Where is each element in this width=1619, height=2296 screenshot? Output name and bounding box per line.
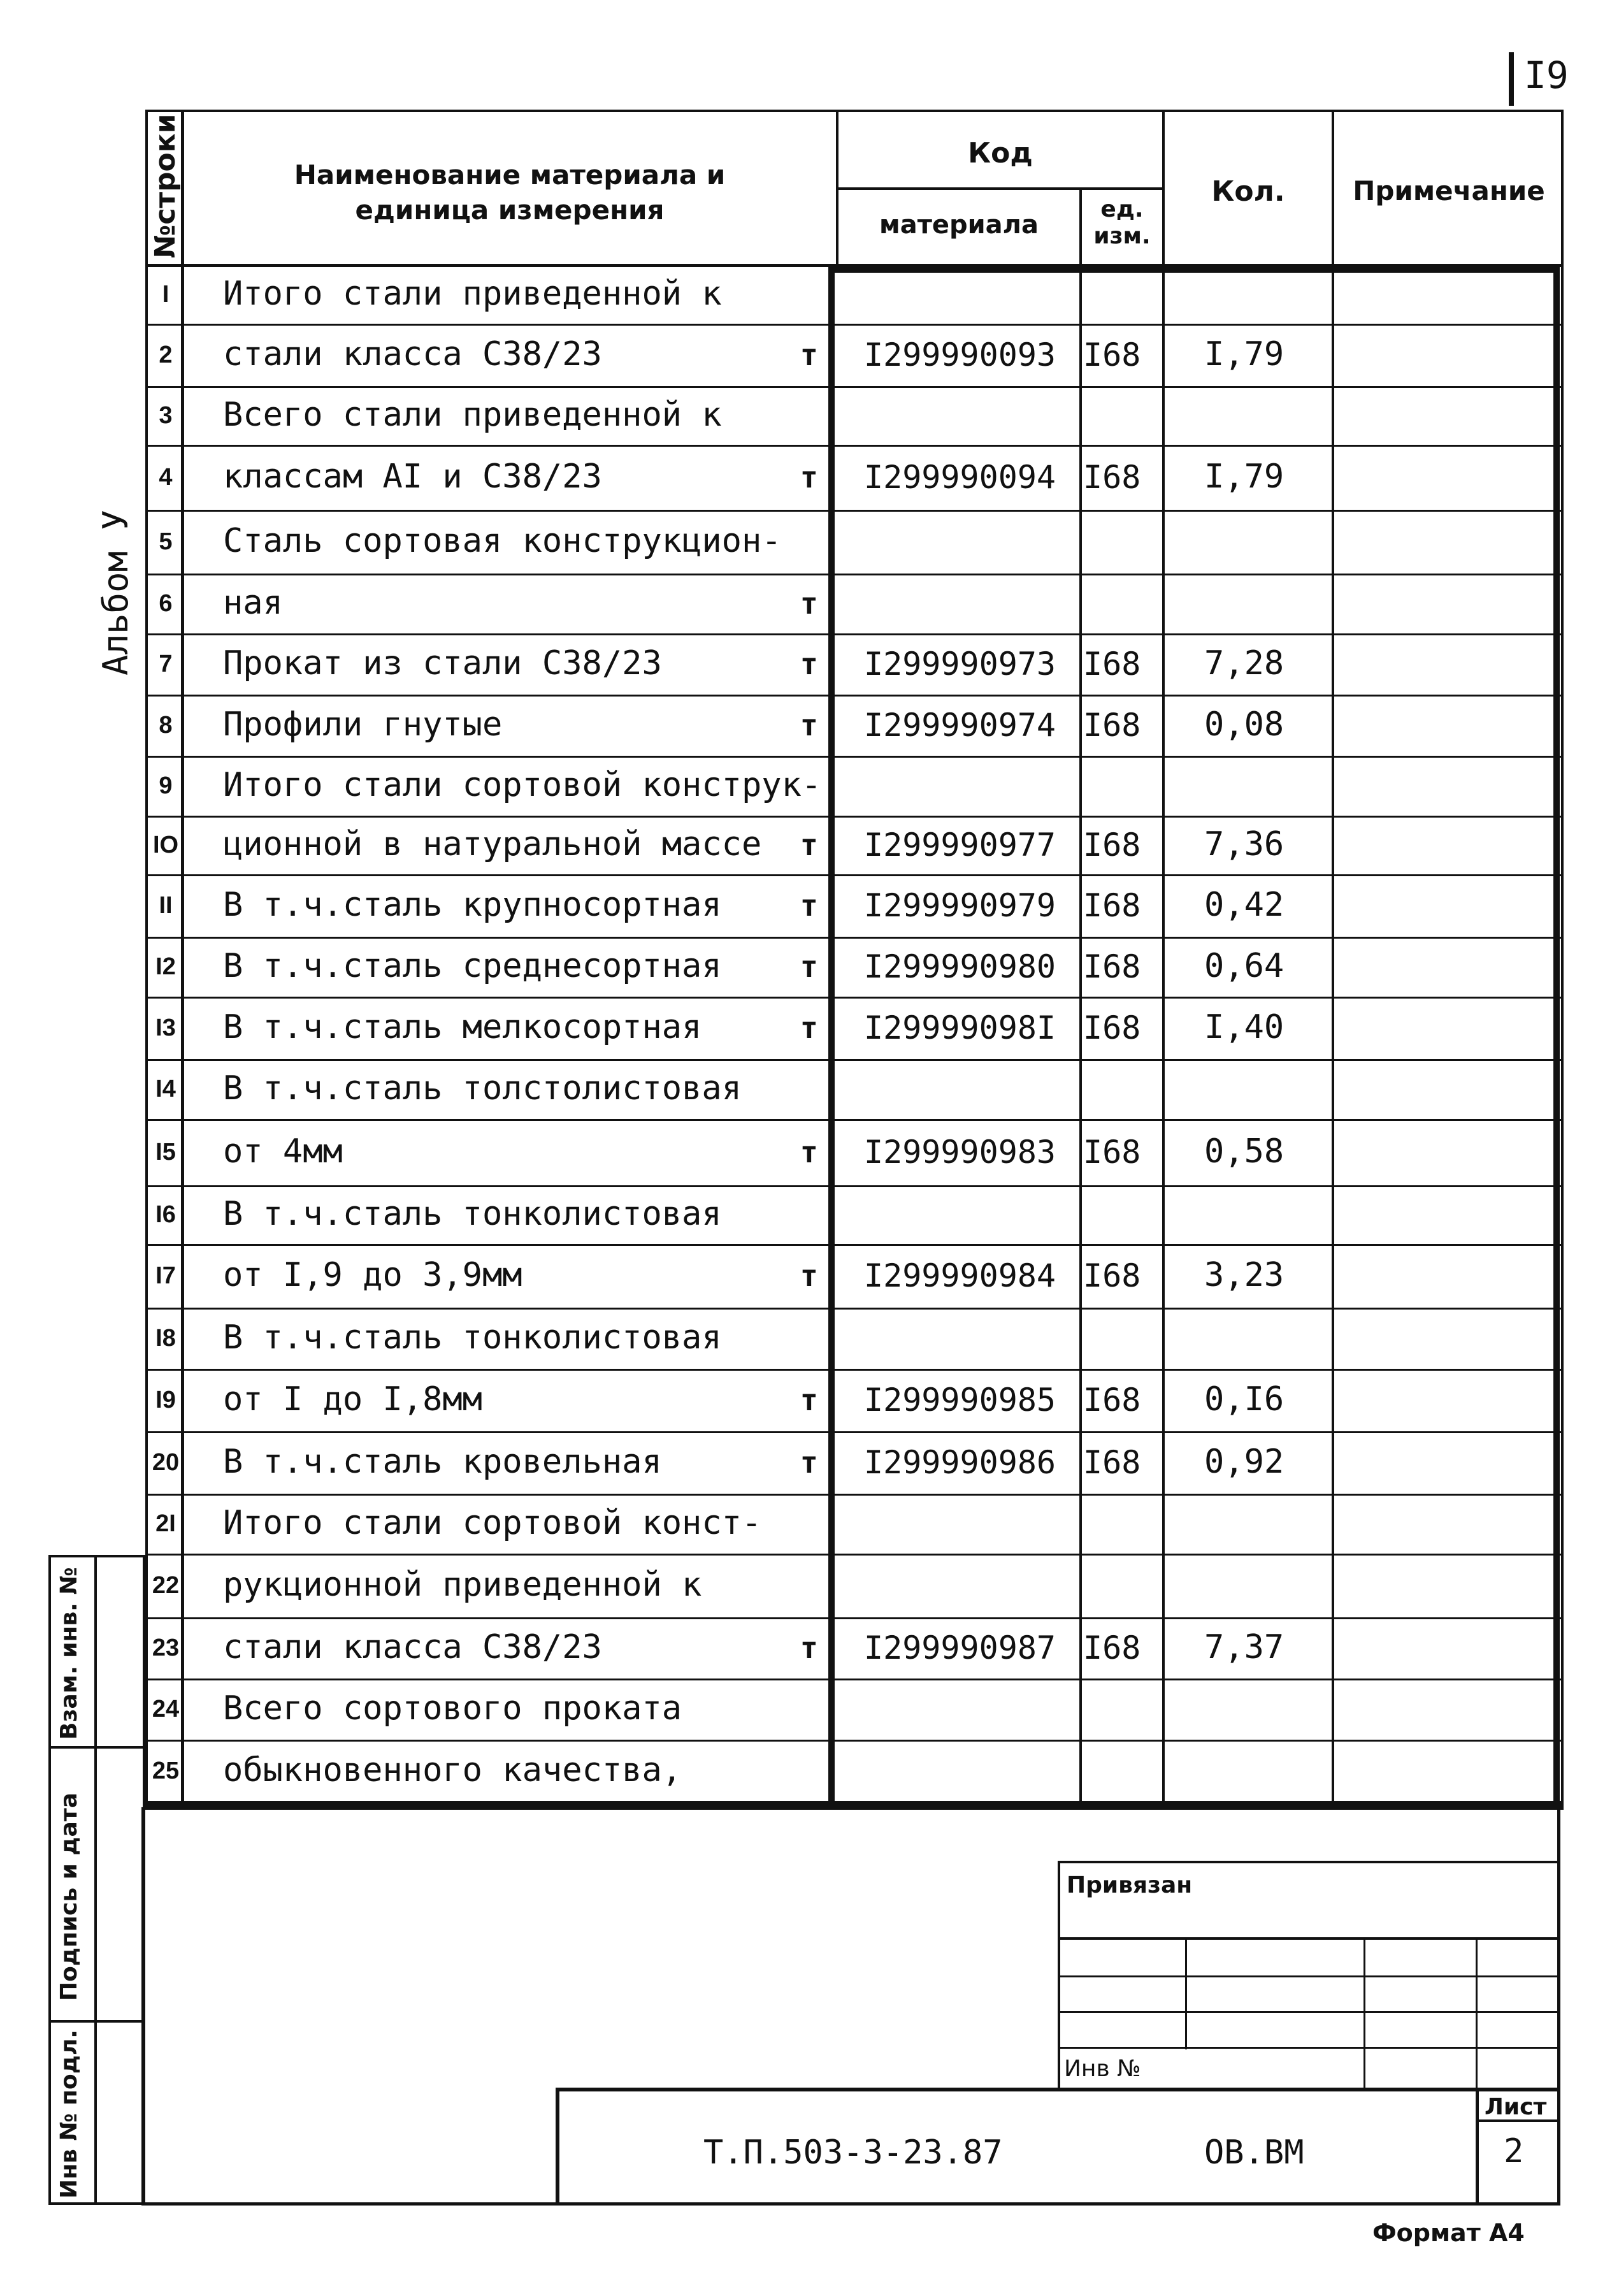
unit-mark: т: [800, 1258, 818, 1293]
row-number: 23: [152, 1635, 180, 1662]
quantity: 0,64: [1204, 947, 1284, 986]
unit-mark: т: [800, 586, 818, 621]
quantity: 3,23: [1204, 1256, 1284, 1295]
material-code: I299990977: [864, 826, 1056, 863]
material-code: I29999098I: [864, 1009, 1056, 1046]
material-name: В т.ч.сталь тонколистовая: [223, 1195, 722, 1234]
material-name: Итого стали сортовой конст-: [223, 1504, 762, 1543]
material-name: обыкновенного качества,: [223, 1751, 682, 1790]
material-name: стали класса С38/23: [223, 1628, 602, 1667]
row-number: 6: [159, 590, 173, 617]
album-label: Альбом У: [96, 509, 136, 675]
page-number: I9: [1524, 54, 1569, 97]
material-name: В т.ч.сталь кровельная: [223, 1443, 662, 1482]
unit-code: I68: [1083, 886, 1141, 924]
row-number-header: №строки: [149, 113, 182, 259]
material-name: В т.ч.сталь крупносортная: [223, 886, 722, 925]
unit-mark: т: [800, 707, 818, 742]
unit-mark: т: [800, 1134, 818, 1169]
unit-code: I68: [1083, 458, 1141, 496]
unit-code: I68: [1083, 336, 1141, 373]
row-number: IO: [152, 832, 179, 859]
quantity-header: Кол.: [1211, 175, 1285, 208]
row-number: 4: [159, 464, 173, 491]
material-name: В т.ч.сталь мелкосортная: [223, 1008, 702, 1047]
replacement-inventory-label: Взам. инв. №: [56, 1567, 82, 1740]
row-number: 2I: [155, 1510, 176, 1538]
row-number: 22: [152, 1572, 180, 1599]
unit-mark: т: [800, 459, 818, 495]
material-code: I299990985: [864, 1381, 1056, 1419]
inventory-number-label: Инв №: [1064, 2056, 1141, 2082]
unit-mark: т: [800, 888, 818, 923]
note-header: Примечание: [1353, 175, 1545, 206]
row-number: 24: [152, 1696, 180, 1723]
material-code: I299990973: [864, 645, 1056, 682]
row-number: I: [162, 281, 169, 308]
quantity: 0,58: [1204, 1132, 1284, 1171]
unit-code: I68: [1083, 1443, 1141, 1481]
row-number: I3: [155, 1014, 176, 1042]
unit-code: I68: [1083, 1009, 1141, 1046]
quantity: I,40: [1204, 1008, 1284, 1047]
row-number: 9: [159, 772, 173, 800]
material-code: I299990986: [864, 1443, 1056, 1481]
material-name: стали класса С38/23: [223, 335, 602, 374]
quantity: 0,92: [1204, 1443, 1284, 1482]
quantity: 7,36: [1204, 825, 1284, 864]
quantity: 0,08: [1204, 705, 1284, 744]
format-label: Формат А4: [1372, 2219, 1525, 2247]
material-name: Всего сортового проката: [223, 1689, 682, 1728]
unit-mark: т: [800, 1445, 818, 1480]
binding-label: Привязан: [1067, 1872, 1193, 1898]
unit-code: I68: [1083, 948, 1141, 985]
unit-mark: т: [800, 1010, 818, 1045]
row-number: 7: [159, 651, 173, 678]
material-code: I299990980: [864, 948, 1056, 985]
material-name: В т.ч.сталь толстолистовая: [223, 1069, 742, 1108]
document-suffix: ОВ.ВМ: [1204, 2134, 1304, 2172]
row-number: I5: [155, 1139, 176, 1166]
material-code: I299990987: [864, 1629, 1056, 1666]
material-name: Профили гнутые: [223, 705, 503, 744]
material-name: ционной в натуральной массе: [223, 825, 762, 864]
sheet-number: 2: [1504, 2132, 1524, 2170]
material-name: Всего стали приведенной к: [223, 396, 722, 435]
document-code: Т.П.503-3-23.87: [703, 2134, 1003, 2172]
row-number: I9: [155, 1387, 176, 1414]
row-number: I4: [155, 1076, 176, 1103]
unit-code: I68: [1083, 706, 1141, 744]
quantity: 7,37: [1204, 1628, 1284, 1667]
material-code: I299990984: [864, 1257, 1056, 1294]
row-number: 3: [159, 402, 173, 430]
row-number: I6: [155, 1201, 176, 1229]
material-name: от 4мм: [223, 1132, 343, 1171]
unit-mark: т: [800, 646, 818, 681]
quantity: 0,42: [1204, 886, 1284, 925]
material-name: В т.ч.сталь тонколистовая: [223, 1318, 722, 1357]
material-name: от I до I,8мм: [223, 1380, 482, 1419]
material-name: Итого стали приведенной к: [223, 275, 722, 314]
material-code: I299990974: [864, 706, 1056, 744]
material-code: I299990983: [864, 1133, 1056, 1171]
unit-mark: т: [800, 827, 818, 862]
material-code: I299990093: [864, 336, 1056, 373]
row-number: II: [159, 892, 173, 920]
unit-code: I68: [1083, 1257, 1141, 1294]
name-header-line1: Наименование материала и: [294, 159, 726, 191]
row-number: I7: [155, 1262, 176, 1290]
original-inventory-label: Инв № подл.: [56, 2030, 82, 2199]
quantity: 7,28: [1204, 644, 1284, 683]
material-code: I299990979: [864, 886, 1056, 924]
row-number: I8: [155, 1325, 176, 1352]
row-number: 25: [152, 1758, 180, 1785]
sheet-label: Лист: [1485, 2094, 1547, 2120]
material-name: классам АI и С38/23: [223, 458, 602, 496]
material-name: Итого стали сортовой конструк-: [223, 766, 822, 805]
quantity: 0,I6: [1204, 1380, 1284, 1419]
unit-code: I68: [1083, 1133, 1141, 1171]
material-code-header: материала: [879, 210, 1039, 240]
name-header-line2: единица измерения: [355, 194, 665, 226]
material-code: I299990094: [864, 458, 1056, 496]
unit-mark: т: [800, 337, 818, 372]
unit-code: I68: [1083, 1629, 1141, 1666]
quantity: I,79: [1204, 458, 1284, 496]
signature-date-label: Подпись и дата: [56, 1793, 82, 2001]
material-name: Прокат из стали С38/23: [223, 644, 662, 683]
quantity: I,79: [1204, 335, 1284, 374]
row-number: 5: [159, 528, 173, 556]
material-name: ная: [223, 584, 283, 623]
row-number: 8: [159, 712, 173, 739]
unit-mark: т: [800, 949, 818, 984]
row-number: 2: [159, 342, 173, 369]
unit-mark: т: [800, 1630, 818, 1665]
unit-header-line2: изм.: [1093, 223, 1151, 249]
unit-code: I68: [1083, 826, 1141, 863]
unit-code: I68: [1083, 1381, 1141, 1419]
material-name: В т.ч.сталь среднесортная: [223, 947, 722, 986]
row-number: I2: [155, 953, 176, 981]
material-name: рукционной приведенной к: [223, 1566, 702, 1605]
material-name: от I,9 до 3,9мм: [223, 1256, 522, 1295]
code-header: Код: [968, 137, 1033, 170]
unit-mark: т: [800, 1382, 818, 1417]
unit-code: I68: [1083, 645, 1141, 682]
row-number: 20: [152, 1449, 180, 1477]
material-name: Сталь сортовая конструкцион-: [223, 522, 782, 561]
unit-header-line1: ед.: [1100, 196, 1144, 222]
